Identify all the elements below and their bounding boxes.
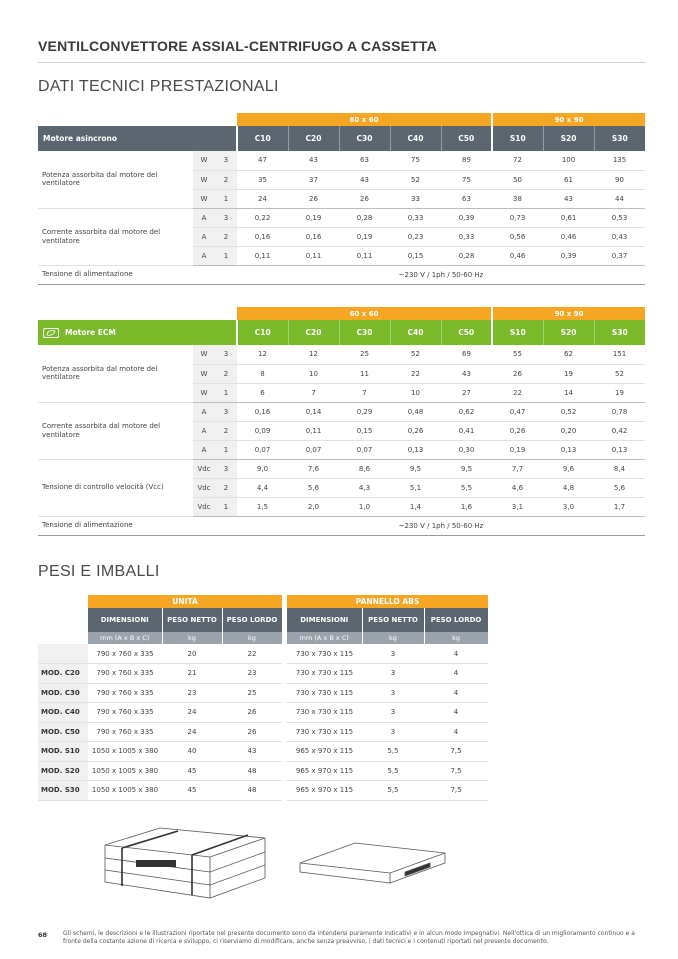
unit-gross-weight: 26 [222,703,282,723]
col-gross-weight: PESO LORDO [222,608,282,632]
speed-cell: 2 [215,364,237,383]
unit-dimensions: 790 x 760 x 335 [88,664,162,684]
speed-cell: 1 [215,246,237,265]
model-header-c10: C10 [237,126,288,151]
panel-dimensions: 730 x 730 x 115 [287,722,362,742]
page-title: VENTILCONVETTORE ASSIAL-CENTRIFUGO A CASSETTA [38,38,437,54]
value-cell: 12 [288,345,339,364]
value-cell: 0,41 [441,421,492,440]
value-cell: 0,19 [339,227,390,246]
value-cell: 1,5 [237,497,288,516]
panel-dimensions: 730 x 730 x 115 [287,683,362,703]
unit-dimensions: 790 x 760 x 335 [88,722,162,742]
panel-gross-weight: 4 [424,703,488,723]
model-header-c30: C30 [339,320,390,345]
value-cell: 11 [339,364,390,383]
value-cell: 0,28 [339,208,390,227]
value-cell: 9,6 [543,459,594,478]
value-cell: 9,5 [390,459,441,478]
table-row [38,345,645,364]
value-cell: 4,6 [492,478,543,497]
value-cell: 0,09 [237,421,288,440]
unit-gross-weight: 25 [222,683,282,703]
unit-net-weight: 45 [162,781,222,801]
motor-label: Motore asincrono [43,134,117,143]
value-cell: 100 [543,151,594,170]
value-cell: 33 [390,189,441,208]
value-cell: 0,26 [492,421,543,440]
value-cell: 75 [441,170,492,189]
model-name: MOD. S20 [38,761,88,781]
model-header-c20: C20 [288,320,339,345]
value-cell: 7,7 [492,459,543,478]
panel-gross-weight: 4 [424,644,488,664]
value-cell: 72 [492,151,543,170]
model-header-s20: S20 [543,320,594,345]
value-cell: 0,15 [390,246,441,265]
unit-cell: Vdc [193,497,215,516]
value-cell: 0,22 [237,208,288,227]
col-net-weight: PESO NETTO [162,608,222,632]
value-cell: 3,0 [543,497,594,516]
tension-value: ~230 V / 1ph / 50-60 Hz [237,516,645,535]
unit-cell: W [193,151,215,170]
value-cell: 37 [288,170,339,189]
value-cell: 0,13 [543,440,594,459]
panel-net-weight: 5,5 [362,761,424,781]
panel-gross-weight: 4 [424,664,488,684]
unit-cell: Vdc [193,478,215,497]
unit-net-weight: 20 [162,644,222,664]
value-cell: 0,14 [288,402,339,421]
col-dimensions: DIMENSIONI [88,608,162,632]
unit-net-weight: 24 [162,703,222,723]
value-cell: 5,6 [594,478,645,497]
unit-cell: W [193,170,215,189]
value-cell: 14 [543,383,594,402]
value-cell: 4,4 [237,478,288,497]
col-panel-gross-weight: PESO LORDO [424,608,488,632]
value-cell: 61 [543,170,594,189]
value-cell: 0,16 [237,227,288,246]
panel-net-weight: 5,5 [362,781,424,801]
weights-table [38,595,489,801]
unit-sub-dimensions: mm (A x B x C) [88,632,162,644]
group-header-90: 90 x 90 [492,113,645,126]
value-cell: 10 [288,364,339,383]
panel-sub-dimensions: mm (A x B x C) [287,632,362,644]
value-cell: 0,13 [390,440,441,459]
value-cell: 69 [441,345,492,364]
speed-cell: 3 [215,402,237,421]
unit-cell: A [193,421,215,440]
value-cell: 8,4 [594,459,645,478]
model-name: MOD. C40 [38,703,88,723]
value-cell: 0,39 [441,208,492,227]
model-header-s20: S20 [543,126,594,151]
motor-label: Motore ECM [65,327,116,337]
value-cell: 50 [492,170,543,189]
value-cell: 7 [288,383,339,402]
speed-cell: 3 [215,208,237,227]
value-cell: 62 [543,345,594,364]
unit-sub-kg: kg [162,632,222,644]
tension-label: Tensione di alimentazione [38,265,237,284]
speed-cell: 2 [215,170,237,189]
value-cell: 151 [594,345,645,364]
panel-group-header: PANNELLO ABS [287,595,488,608]
unit-dimensions: 790 x 760 x 335 [88,683,162,703]
value-cell: 0,56 [492,227,543,246]
value-cell: 9,5 [441,459,492,478]
model-header-c50: C50 [441,320,492,345]
panel-dimensions: 965 x 970 x 115 [287,781,362,801]
table-row [38,761,488,781]
col-panel-dimensions: DIMENSIONI [287,608,362,632]
unit-cell: A [193,246,215,265]
model-name: MOD. S30 [38,781,88,801]
value-cell: 0,11 [339,246,390,265]
value-cell: 38 [492,189,543,208]
model-header-c50: C50 [441,126,492,151]
value-cell: 90 [594,170,645,189]
value-cell: 27 [441,383,492,402]
value-cell: 0,26 [390,421,441,440]
value-cell: 5,5 [441,478,492,497]
model-header-c30: C30 [339,126,390,151]
speed-cell: 3 [215,151,237,170]
speed-cell: 2 [215,421,237,440]
value-cell: 0,33 [441,227,492,246]
table-row [38,459,645,478]
speed-cell: 1 [215,440,237,459]
value-cell: 8,6 [339,459,390,478]
unit-dimensions: 1050 x 1005 x 380 [88,761,162,781]
speed-cell: 2 [215,227,237,246]
speed-cell: 2 [215,478,237,497]
unit-net-weight: 21 [162,664,222,684]
unit-sub-kg: kg [222,632,282,644]
table-row [38,644,488,664]
panel-net-weight: 5,5 [362,742,424,762]
value-cell: 0,20 [543,421,594,440]
value-cell: 0,48 [390,402,441,421]
value-cell: 47 [237,151,288,170]
unit-cell: W [193,383,215,402]
table-row [38,664,488,684]
row-label-current: Corrente assorbita dal motore del ventilatore [38,402,193,459]
value-cell: 0,23 [390,227,441,246]
value-cell: 1,0 [339,497,390,516]
value-cell: 63 [441,189,492,208]
model-name: MOD. S10 [38,742,88,762]
unit-net-weight: 23 [162,683,222,703]
panel-net-weight: 3 [362,703,424,723]
unit-cell: A [193,402,215,421]
unit-cell: W [193,345,215,364]
value-cell: 0,07 [288,440,339,459]
panel-dimensions: 730 x 730 x 115 [287,664,362,684]
value-cell: 26 [492,364,543,383]
row-label-control-voltage: Tensione di controllo velocità (Vcc) [38,459,193,516]
table-row [38,742,488,762]
value-cell: 0,73 [492,208,543,227]
unit-cell: A [193,208,215,227]
group-header-60: 60 x 60 [237,113,492,126]
value-cell: 19 [594,383,645,402]
value-cell: 0,42 [594,421,645,440]
value-cell: 43 [339,170,390,189]
table-row [38,781,488,801]
value-cell: 43 [543,189,594,208]
value-cell: 0,39 [543,246,594,265]
row-label-current: Corrente assorbita dal motore del ventilatore [38,208,193,265]
value-cell: 5,6 [288,478,339,497]
value-cell: 0,43 [594,227,645,246]
model-name [38,644,88,664]
panel-sub-kg: kg [424,632,488,644]
tension-label: Tensione di alimentazione [38,516,237,535]
speed-cell: 1 [215,189,237,208]
value-cell: 0,62 [441,402,492,421]
unit-net-weight: 24 [162,722,222,742]
value-cell: 0,47 [492,402,543,421]
panel-gross-weight: 4 [424,722,488,742]
value-cell: 35 [237,170,288,189]
unit-gross-weight: 26 [222,722,282,742]
unit-gross-weight: 48 [222,781,282,801]
table-row [38,402,645,421]
value-cell: 43 [288,151,339,170]
value-cell: 0,11 [237,246,288,265]
value-cell: 0,46 [492,246,543,265]
value-cell: 10 [390,383,441,402]
unit-gross-weight: 22 [222,644,282,664]
speed-cell: 1 [215,383,237,402]
tech-table-asynchronous [38,113,645,285]
panel-gross-weight: 4 [424,683,488,703]
group-header-90: 90 x 90 [492,307,645,320]
panel-dimensions: 730 x 730 x 115 [287,703,362,723]
value-cell: 25 [339,345,390,364]
value-cell: 0,16 [288,227,339,246]
panel-net-weight: 3 [362,683,424,703]
model-name: MOD. C30 [38,683,88,703]
value-cell: 0,07 [339,440,390,459]
panel-dimensions: 965 x 970 x 115 [287,761,362,781]
unit-gross-weight: 43 [222,742,282,762]
value-cell: 52 [594,364,645,383]
table-row [38,722,488,742]
unit-gross-weight: 48 [222,761,282,781]
value-cell: 63 [339,151,390,170]
packaging-illustration [100,820,480,915]
speed-cell: 3 [215,345,237,364]
table-row [38,703,488,723]
value-cell: 0,30 [441,440,492,459]
panel-sub-kg: kg [362,632,424,644]
unit-dimensions: 790 x 760 x 335 [88,644,162,664]
value-cell: 0,33 [390,208,441,227]
unit-dimensions: 1050 x 1005 x 380 [88,742,162,762]
unit-gross-weight: 23 [222,664,282,684]
unit-cell: W [193,364,215,383]
model-header-c20: C20 [288,126,339,151]
panel-dimensions: 730 x 730 x 115 [287,644,362,664]
unit-cell: W [193,189,215,208]
value-cell: 12 [237,345,288,364]
value-cell: 2,0 [288,497,339,516]
unit-dimensions: 1050 x 1005 x 380 [88,781,162,801]
model-name: MOD. C50 [38,722,88,742]
panel-gross-weight: 7,5 [424,781,488,801]
eco-motor-icon [43,328,59,338]
value-cell: 6 [237,383,288,402]
value-cell: 0,07 [237,440,288,459]
unit-cell: A [193,227,215,246]
value-cell: 22 [492,383,543,402]
value-cell: 55 [492,345,543,364]
value-cell: 135 [594,151,645,170]
page-number: 68 [38,931,48,939]
panel-net-weight: 3 [362,722,424,742]
value-cell: 4,3 [339,478,390,497]
value-cell: 19 [543,364,594,383]
value-cell: 52 [390,170,441,189]
value-cell: 7,6 [288,459,339,478]
panel-gross-weight: 7,5 [424,761,488,781]
value-cell: 1,4 [390,497,441,516]
model-header-s10: S10 [492,126,543,151]
model-header-s10: S10 [492,320,543,345]
model-name: MOD. C20 [38,664,88,684]
value-cell: 8 [237,364,288,383]
value-cell: 26 [339,189,390,208]
speed-cell: 1 [215,497,237,516]
value-cell: 9,0 [237,459,288,478]
value-cell: 24 [237,189,288,208]
value-cell: 4,8 [543,478,594,497]
row-label-power: Potenza assorbita dal motore del ventilatore [38,345,193,402]
value-cell: 1,7 [594,497,645,516]
value-cell: 75 [390,151,441,170]
row-label-power: Potenza assorbita dal motore del ventilatore [38,151,193,208]
value-cell: 1,6 [441,497,492,516]
value-cell: 0,61 [543,208,594,227]
unit-net-weight: 40 [162,742,222,762]
value-cell: 52 [390,345,441,364]
value-cell: 0,15 [339,421,390,440]
value-cell: 43 [441,364,492,383]
section-title-weights: PESI E IMBALLI [38,563,160,580]
value-cell: 3,1 [492,497,543,516]
title-divider [38,62,646,63]
disclaimer-note: Gli schemi, le descrizioni e le illustrazioni riportate nel presente documento sono da intendersi puramente indicativi e in alcun modo impegnativi. Nell'ottica di un miglioramento continuo e a fronte della costante azione di ricerca e sviluppo, ci riserviamo di modificare, anche senza preavviso, i dati tecnici e i contenuti riportati nel presente documento. [63,930,635,946]
value-cell: 0,52 [543,402,594,421]
panel-dimensions: 965 x 970 x 115 [287,742,362,762]
value-cell: 26 [288,189,339,208]
panel-gross-weight: 7,5 [424,742,488,762]
table-row [38,151,645,170]
model-header-s30: S30 [594,320,645,345]
value-cell: 22 [390,364,441,383]
value-cell: 5,1 [390,478,441,497]
group-header-60: 60 x 60 [237,307,492,320]
value-cell: 0,53 [594,208,645,227]
model-header-s30: S30 [594,126,645,151]
unit-group-header: UNITÀ [88,595,282,608]
speed-cell: 3 [215,459,237,478]
table-row [38,683,488,703]
unit-cell: Vdc [193,459,215,478]
value-cell: 0,13 [594,440,645,459]
tech-table-ecm [38,307,645,536]
value-cell: 0,78 [594,402,645,421]
value-cell: 0,46 [543,227,594,246]
panel-net-weight: 3 [362,644,424,664]
panel-net-weight: 3 [362,664,424,684]
unit-cell: A [193,440,215,459]
model-header-c10: C10 [237,320,288,345]
table-row [38,208,645,227]
value-cell: 89 [441,151,492,170]
unit-dimensions: 790 x 760 x 335 [88,703,162,723]
model-header-c40: C40 [390,126,441,151]
tension-value: ~230 V / 1ph / 50-60 Hz [237,265,645,284]
value-cell: 0,19 [492,440,543,459]
section-title-tech: DATI TECNICI PRESTAZIONALI [38,78,279,95]
value-cell: 7 [339,383,390,402]
value-cell: 0,37 [594,246,645,265]
unit-net-weight: 45 [162,761,222,781]
value-cell: 0,11 [288,421,339,440]
table-row-tension [38,265,645,284]
model-header-c40: C40 [390,320,441,345]
value-cell: 0,28 [441,246,492,265]
value-cell: 0,16 [237,402,288,421]
value-cell: 44 [594,189,645,208]
value-cell: 0,19 [288,208,339,227]
col-panel-net-weight: PESO NETTO [362,608,424,632]
value-cell: 0,11 [288,246,339,265]
table-row-tension [38,516,645,535]
value-cell: 0,29 [339,402,390,421]
